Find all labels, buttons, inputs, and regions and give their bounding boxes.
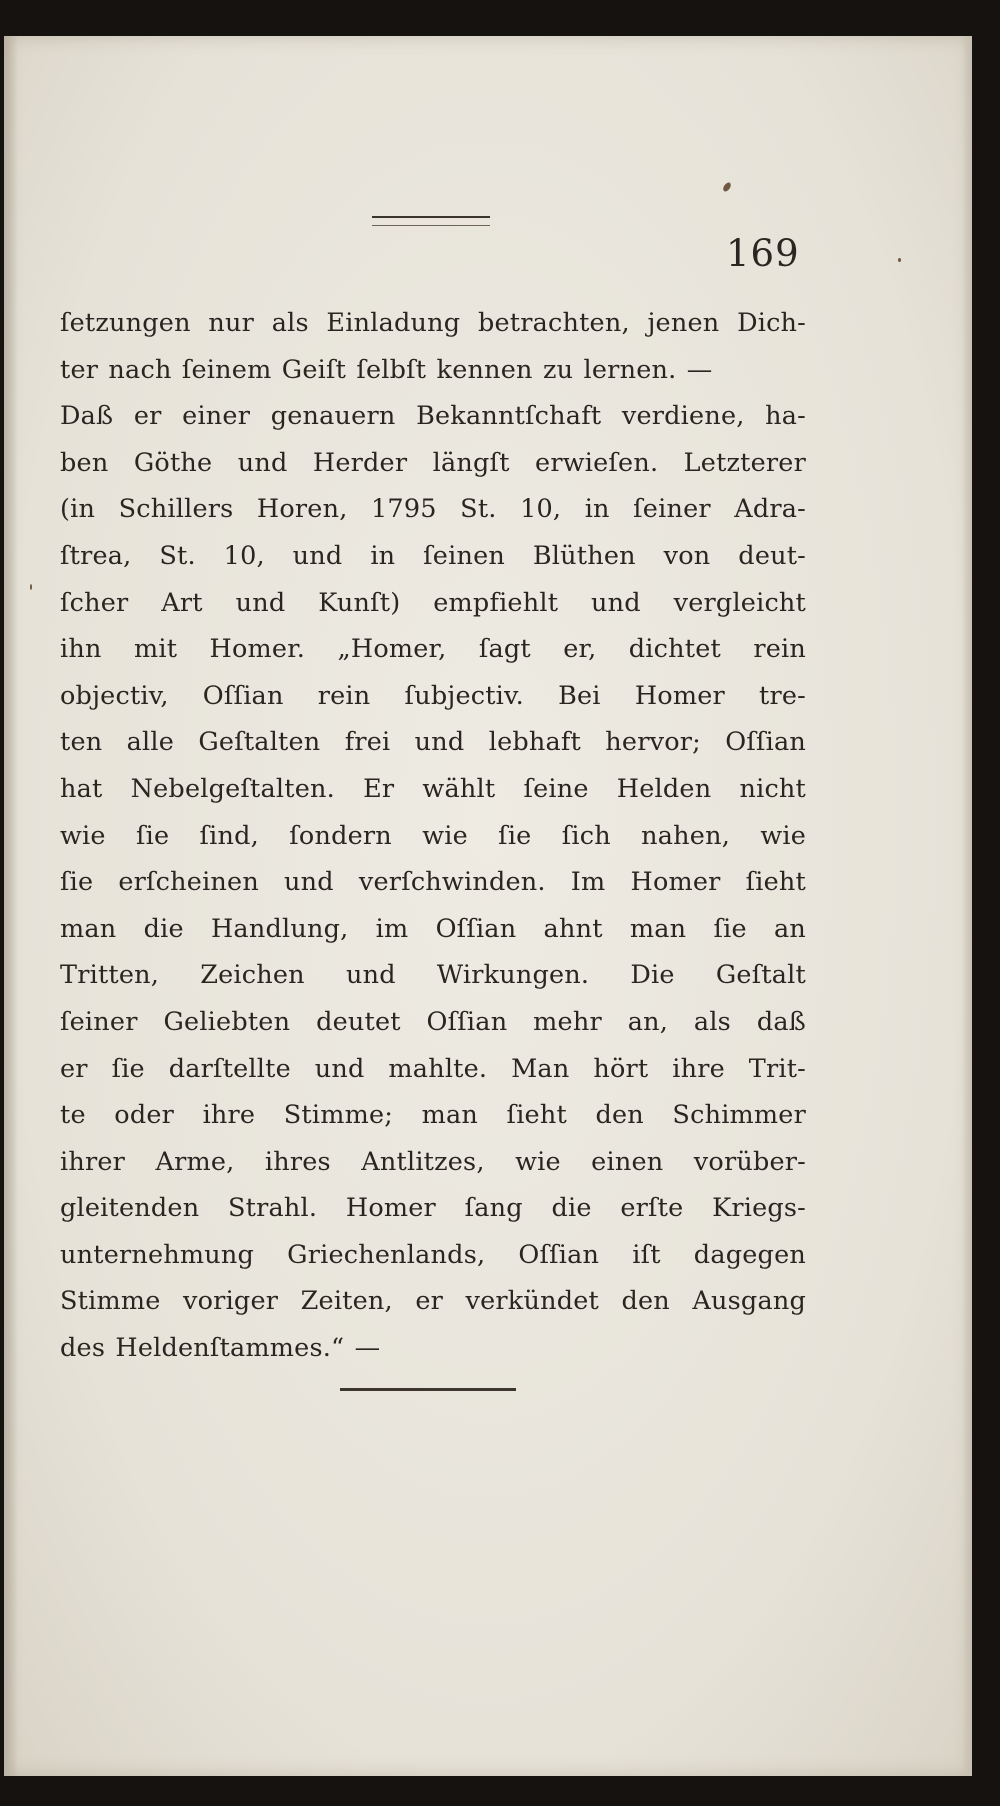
- text-line: ſie erſcheinen und verſchwinden. Im Homer ſieht: [60, 867, 806, 898]
- text-line: Tritten, Zeichen und Wirkungen. Die Geſtalt: [60, 960, 806, 991]
- text-line: (in Schillers Horen, 1795 St. 10, in ſeiner Adra-: [60, 494, 806, 525]
- paper-speck: [898, 258, 901, 262]
- page-edge-shadow: [962, 36, 972, 1776]
- text-line: des Heldenſtammes.“ —: [60, 1333, 381, 1364]
- text-line: ſetzungen nur als Einladung betrachten, jenen Dich-: [60, 308, 806, 338]
- text-line: man die Handlung, im Oſſian ahnt man ſie an: [60, 913, 806, 944]
- text-line: wie ſie ſind, ſondern wie ſie ſich nahen, wie: [60, 820, 806, 851]
- text-line: ihrer Arme, ihres Antlitzes, wie einen vorüber-: [60, 1146, 806, 1177]
- text-line: ihn mit Homer. „Homer, ſagt er, dichtet rein: [60, 634, 806, 665]
- text-line: objectiv, Oſſian rein ſubjectiv. Bei Homer tre-: [60, 680, 806, 711]
- text-line: unternehmung Griechenlands, Oſſian iſt dagegen: [60, 1239, 806, 1270]
- text-line: er ſie darſtellte und mahlte. Man hört ihre Trit-: [60, 1053, 806, 1084]
- text-line: ſeiner Geliebten deutet Oſſian mehr an, als daß: [60, 1006, 806, 1037]
- text-line: te oder ihre Stimme; man ſieht den Schimmer: [60, 1100, 806, 1131]
- paper-speck: [30, 584, 32, 590]
- footer-rule: [340, 1388, 516, 1391]
- paper-speck: [722, 181, 733, 193]
- text-line: Daß er einer genauern Bekanntſchaft verdiene, ha-: [60, 401, 806, 432]
- header-rule: [372, 216, 490, 226]
- body-text: [60, 300, 806, 1372]
- text-line: gleitenden Strahl. Homer ſang die erſte Kriegs-: [60, 1193, 806, 1224]
- page-number: 169: [726, 232, 800, 275]
- text-line: ben Göthe und Herder längſt erwieſen. Letzterer: [60, 447, 806, 478]
- text-line: ſcher Art und Kunſt) empfiehlt und vergleicht: [60, 587, 806, 618]
- text-line: ſtrea, St. 10, und in ſeinen Blüthen von deut-: [60, 540, 806, 571]
- text-line: Stimme voriger Zeiten, er verkündet den Ausgang: [60, 1286, 806, 1317]
- page-binding-shadow: [4, 36, 18, 1776]
- text-line: ten alle Geſtalten frei und lebhaft hervor; Oſſian: [60, 727, 806, 758]
- text-line: hat Nebelgeſtalten. Er wählt ſeine Helden nicht: [60, 773, 806, 804]
- page-sheet: [4, 36, 972, 1776]
- text-line: ter nach ſeinem Geiſt ſelbſt kennen zu lernen. —: [60, 354, 713, 385]
